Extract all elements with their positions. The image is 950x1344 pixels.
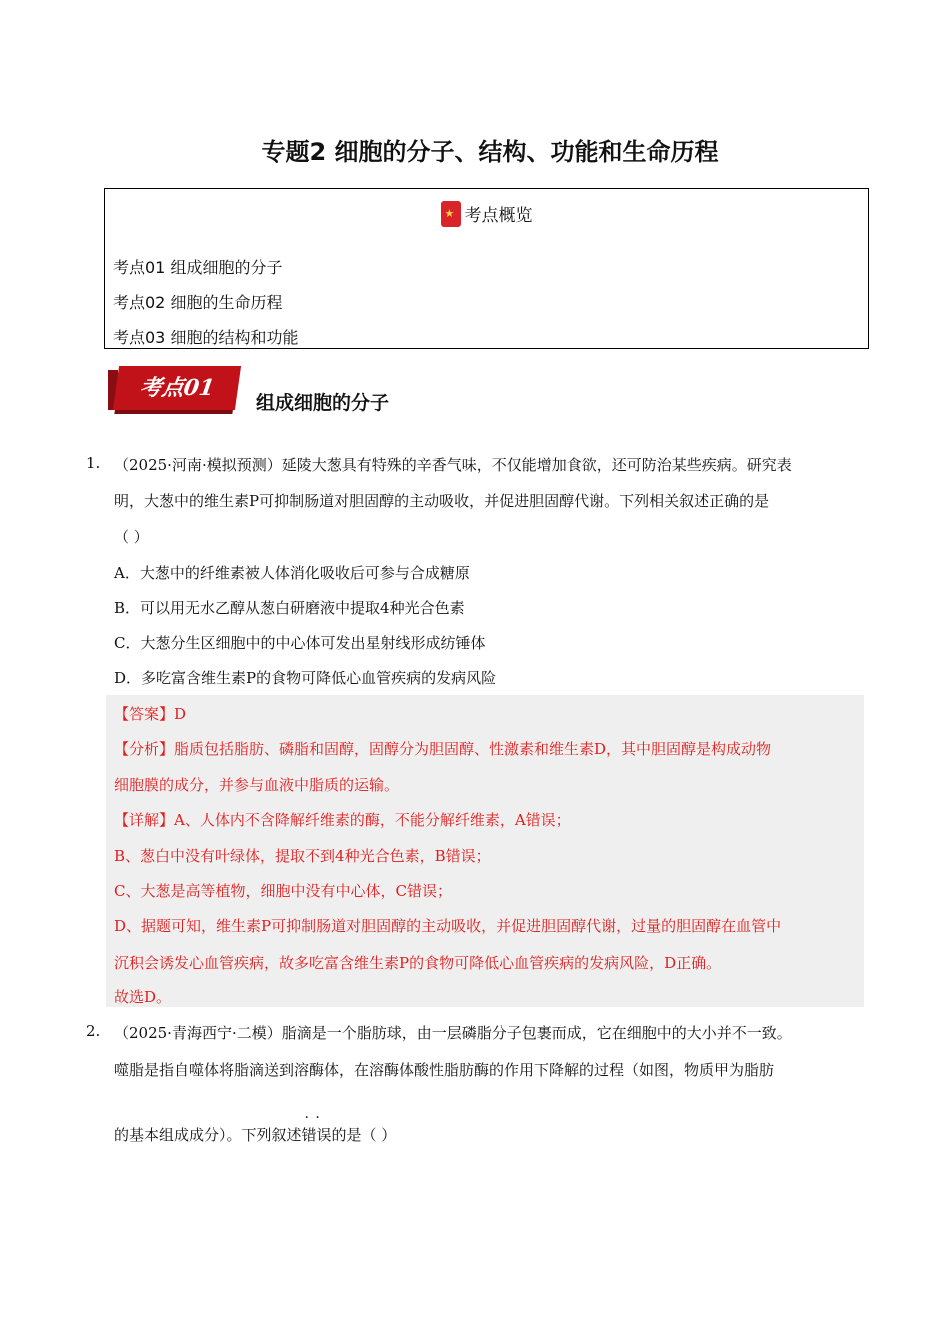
stem-suffix: 的是（ ） bbox=[331, 1126, 397, 1144]
emphasized-word: · · 错误 bbox=[302, 1124, 332, 1145]
overview-item: 考点03 细胞的结构和功能 bbox=[113, 328, 299, 347]
overview-heading bbox=[105, 201, 868, 227]
question-stem bbox=[114, 1124, 396, 1145]
option-b: B．可以用无水乙醇从葱白研磨液中提取4种光合色素 bbox=[114, 599, 465, 617]
overview-heading-label: 考点概览 bbox=[464, 206, 533, 226]
detail-line: C、大葱是高等植物，细胞中没有中心体，C错误； bbox=[114, 882, 452, 900]
page-title: 专题2 细胞的分子、结构、功能和生命历程 bbox=[261, 138, 719, 166]
question-stem: （ ） bbox=[114, 528, 149, 546]
question-stem: 噬脂是指自噬体将脂滴送到溶酶体，在溶酶体酸性脂肪酶的作用下降解的过程（如图，物质甲为脂肪 bbox=[114, 1061, 775, 1079]
option-c: C．大葱分生区细胞中的中心体可发出星射线形成纺锤体 bbox=[114, 634, 486, 652]
option-d: D．多吃富含维生素P的食物可降低心血管疾病的发病风险 bbox=[114, 669, 497, 687]
detail-line: D、据题可知，维生素P可抑制肠道对胆固醇的主动吸收，并促进胆固醇代谢，过量的胆固醇在血管中 bbox=[114, 917, 782, 935]
question-stem: （2025·青海西宁·二模）脂滴是一个脂肪球，由一层磷脂分子包裹而成，它在细胞中的大小并不一致。 bbox=[114, 1024, 792, 1042]
detail-line: 沉积会诱发心血管疾病，故多吃富含维生素P的食物可降低心血管疾病的发病风险，D正确。 bbox=[114, 954, 722, 972]
question-number: 1. bbox=[86, 454, 101, 472]
section-title: 组成细胞的分子 bbox=[256, 392, 390, 414]
question-number: 2. bbox=[86, 1022, 101, 1040]
question-stem: （2025·河南·模拟预测）延陵大葱具有特殊的辛香气味，不仅能增加食欲，还可防治某些疾病。研究表 bbox=[114, 456, 792, 474]
detail-line: 【详解】A、人体内不含降解纤维素的酶，不能分解纤维素，A错误； bbox=[114, 811, 571, 829]
stem-prefix: 的基本组成成分）。下列叙述 bbox=[114, 1126, 302, 1144]
question-stem: 明，大葱中的维生素P可抑制肠道对胆固醇的主动吸收，并促进胆固醇代谢。下列相关叙述正确的是 bbox=[114, 492, 770, 510]
conclusion-line: 故选D。 bbox=[114, 988, 172, 1006]
overview-item: 考点02 细胞的生命历程 bbox=[113, 293, 283, 312]
detail-line: B、葱白中没有叶绿体，提取不到4种光合色素，B错误； bbox=[114, 847, 491, 865]
section-badge: 考点01 bbox=[113, 366, 241, 410]
book-icon bbox=[441, 201, 461, 227]
overview-box bbox=[104, 188, 869, 349]
overview-item: 考点01 组成细胞的分子 bbox=[113, 258, 283, 277]
answer-line: 【答案】D bbox=[114, 705, 187, 723]
option-a: A．大葱中的纤维素被人体消化吸收后可参与合成糖原 bbox=[114, 564, 470, 582]
analysis-line: 细胞膜的成分，并参与血液中脂质的运输。 bbox=[114, 776, 400, 794]
analysis-line: 【分析】脂质包括脂肪、磷脂和固醇，固醇分为胆固醇、性激素和维生素D，其中胆固醇是构成动物 bbox=[114, 740, 772, 758]
